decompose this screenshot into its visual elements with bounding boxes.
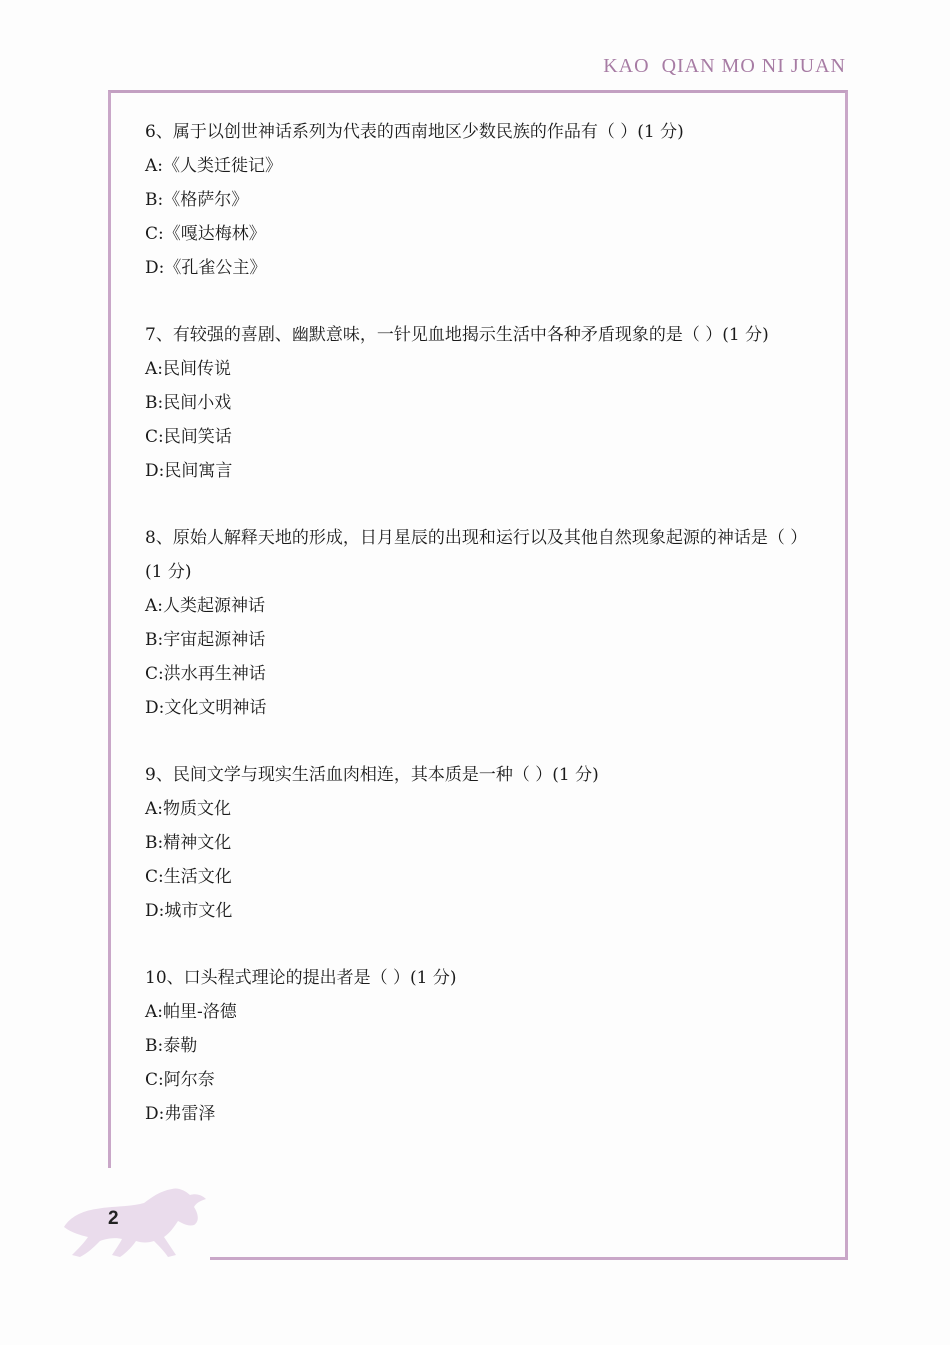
option-d: D:弗雷泽: [145, 1104, 216, 1124]
option-a: A:《人类迁徙记》: [145, 156, 283, 176]
question-stem: 9、民间文学与现实生活血肉相连，其本质是一种（ ）(1 分): [145, 765, 599, 785]
option-b: B:泰勒: [145, 1036, 198, 1056]
option-a: A:人类起源神话: [145, 596, 266, 616]
question-stem: 8、原始人解释天地的形成，日月星辰的出现和运行以及其他自然现象起源的神话是（ ）(1 分): [145, 528, 808, 582]
option-d: D:民间寓言: [145, 461, 233, 481]
option-b: B:精神文化: [145, 833, 232, 853]
option-c: C:阿尔奈: [145, 1070, 215, 1090]
question-stem: 10、口头程式理论的提出者是（ ）(1 分): [145, 968, 457, 988]
option-c: C:生活文化: [145, 867, 232, 887]
option-b: B:民间小戏: [145, 393, 232, 413]
header-title: KAO QIAN MO NI JUAN: [603, 55, 846, 77]
question-9: [145, 758, 809, 928]
page-number: 2: [108, 1208, 119, 1229]
option-d: D:《孔雀公主》: [145, 258, 267, 278]
option-c: C:洪水再生神话: [145, 664, 266, 684]
question-10: [145, 961, 809, 1131]
option-b: B:《格萨尔》: [145, 190, 249, 210]
option-b: B:宇宙起源神话: [145, 630, 266, 650]
option-c: C:民间笑话: [145, 427, 232, 447]
bull-icon: [60, 1183, 210, 1263]
option-a: A:帕里-洛德: [145, 1002, 237, 1022]
option-d: D:文化文明神话: [145, 698, 267, 718]
question-stem: 7、有较强的喜剧、幽默意味，一针见血地揭示生活中各种矛盾现象的是（ ）(1 分): [145, 325, 769, 345]
question-6: [145, 115, 809, 285]
option-d: D:城市文化: [145, 901, 233, 921]
question-stem: 6、属于以创世神话系列为代表的西南地区少数民族的作品有（ ）(1 分): [145, 122, 684, 142]
question-list: [145, 115, 809, 1164]
question-8: [145, 521, 809, 725]
option-a: A:物质文化: [145, 799, 232, 819]
option-c: C:《嘎达梅林》: [145, 224, 266, 244]
option-a: A:民间传说: [145, 359, 232, 379]
question-7: [145, 318, 809, 488]
